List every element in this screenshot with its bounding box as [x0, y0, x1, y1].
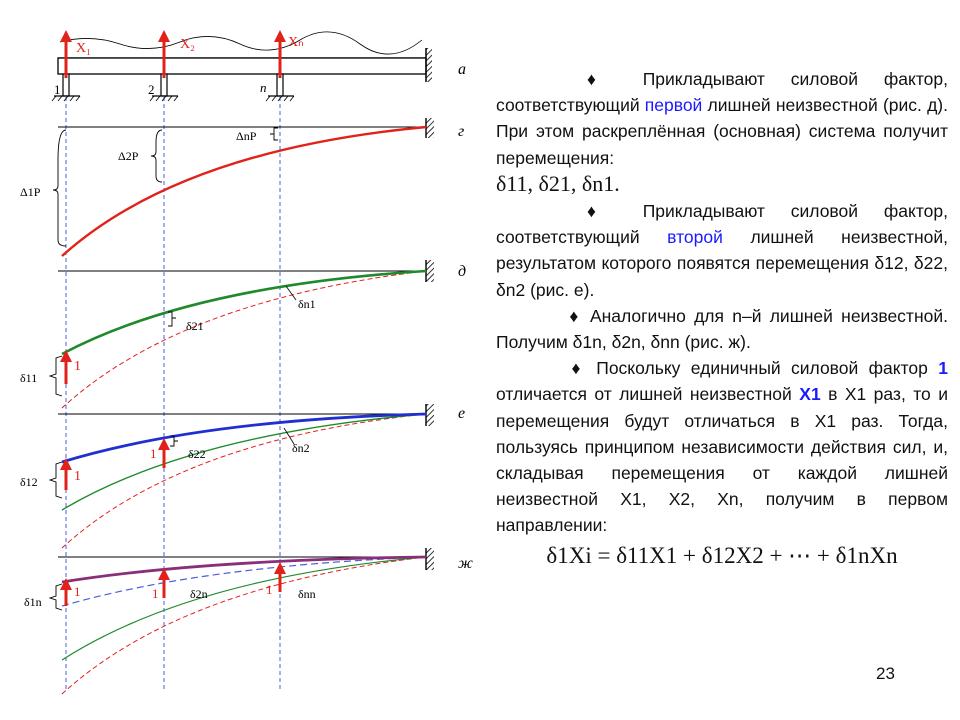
panel-d — [20, 260, 434, 408]
paragraph-4 — [496, 355, 948, 538]
label-delta-12: δ12 — [20, 475, 38, 489]
panel-label-a: а — [458, 61, 466, 78]
panel-label-g: г — [458, 123, 465, 140]
panel-label-zh: ж — [458, 555, 473, 572]
force-label-x2: X₂ — [180, 37, 195, 52]
label-delta-1p: Δ1P — [20, 185, 41, 199]
p4-text-b: отличается от лишней неизвестной — [496, 384, 792, 405]
p2-text-a: Прикладывают силовой фактор, соответствующий — [496, 201, 948, 248]
label-delta-2n: δ2n — [190, 587, 208, 601]
label-delta-11: δ11 — [20, 371, 38, 385]
panel-g — [20, 118, 434, 256]
reference-dashed-lines — [66, 90, 280, 690]
label-delta-n1: δn1 — [298, 297, 316, 311]
paragraph-3 — [496, 303, 948, 355]
force-label-xn: Xₙ — [288, 35, 304, 50]
support-label-n: n — [260, 80, 267, 95]
p1-highlight: первой — [644, 95, 703, 116]
paragraph-1 — [496, 66, 948, 171]
unit-force-1-zh: 1 — [74, 584, 81, 599]
formula: δ1Xi = δ11X1 + δ12X2 + ⋯ + δ1nXn — [546, 542, 898, 568]
p1-symbols: δ11, δ21, δn1. — [496, 170, 620, 196]
bullet: ♦ — [566, 358, 586, 379]
paragraph-1-symbols — [496, 171, 948, 198]
panel-e — [20, 404, 434, 548]
bullet: ♦ — [566, 201, 617, 222]
label-delta-n2: δn2 — [292, 441, 310, 455]
force-label-x1: X₁ — [76, 41, 91, 56]
support-label-1: 1 — [54, 82, 61, 97]
panel-label-d: д — [458, 263, 467, 280]
label-delta-21: δ21 — [186, 319, 204, 333]
label-delta-2p: Δ2P — [118, 149, 139, 163]
p4-text-a: Поскольку единичный силовой фактор — [596, 358, 928, 379]
p2-highlight: второй — [667, 227, 723, 248]
label-delta-1n: δ1n — [24, 595, 42, 609]
label-delta-np: ΔnP — [236, 129, 257, 143]
p4-text-c: в X1 раз, то и перемещения будут отличаться в X1 раз. Тогда, пользуясь принципом независимости действия сил, и, складывая перемещения от каждой лишней неизвестной X1, X2, Xn, получим в первом направлении: — [496, 384, 948, 536]
p3-text: Аналогично для n–й лишней неизвестной. Получим δ1n, δ2n, δnn (рис. ж). — [496, 305, 948, 353]
p4-highlight-1: 1 — [938, 358, 948, 379]
support-label-2: 2 — [148, 82, 155, 97]
panel-zh — [24, 548, 434, 694]
p1-text-a: Прикладывают силовой фактор, соответствующий — [496, 69, 948, 116]
bullet: ♦ — [566, 69, 617, 89]
label-delta-nn: δnn — [298, 587, 316, 601]
label-delta-22: δ22 — [188, 447, 206, 461]
bullet: ♦ — [566, 305, 582, 326]
paragraph-2 — [496, 198, 948, 303]
p1-text-b: лишней неизвестной (рис. д). При этом раскреплённая (основная) система получит перемещения: — [496, 95, 948, 168]
unit-force-n-zh: 1 — [266, 582, 273, 597]
panel-label-e: е — [458, 405, 466, 422]
p4-highlight-2: X1 — [799, 384, 821, 405]
unit-force-2-zh: 1 — [152, 586, 159, 601]
unit-force-2-e: 1 — [150, 446, 157, 461]
unit-force-1-e: 1 — [74, 469, 81, 484]
unit-force-1-d: 1 — [74, 359, 81, 374]
panel-a-beam — [52, 30, 432, 101]
page-number: 23 — [876, 664, 895, 683]
explanation-text — [496, 66, 948, 569]
p2-text-b: лишней неизвестной, результатом которого появятся перемещения δ12, δ22, δn2 (рис. е). — [496, 227, 948, 300]
